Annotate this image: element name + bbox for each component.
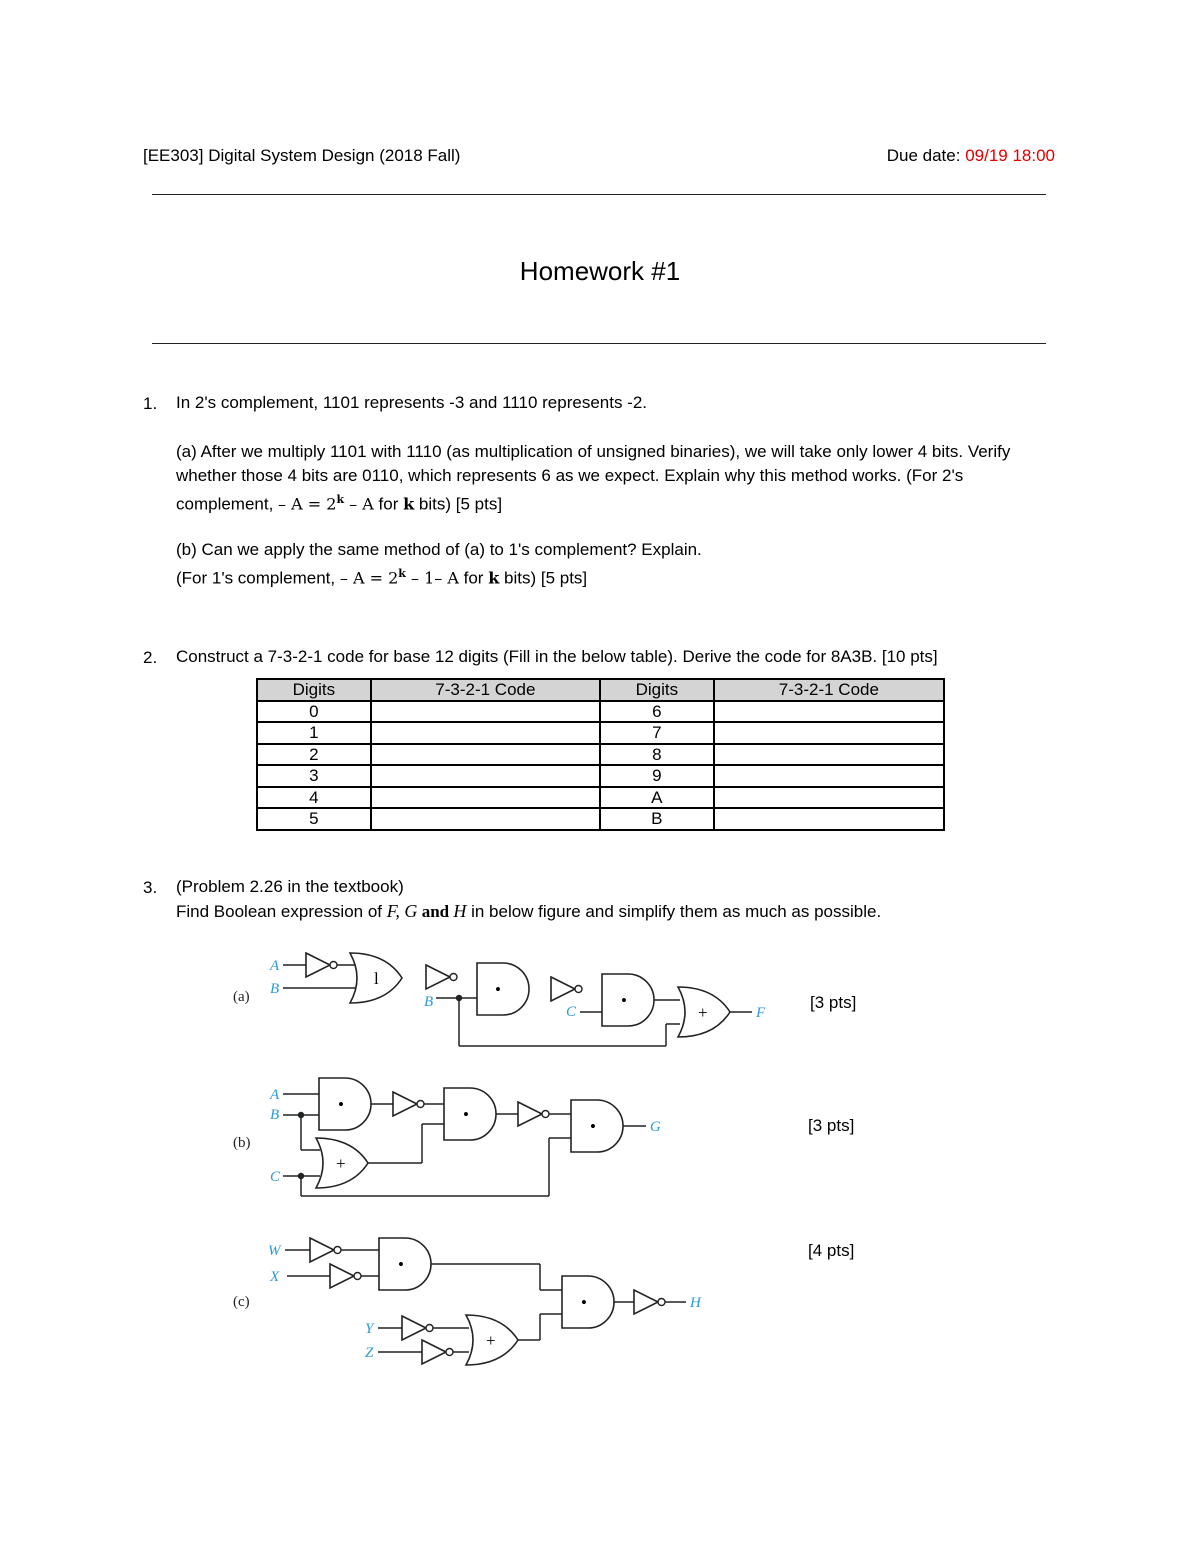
not-gate-a2 xyxy=(426,965,457,989)
q1a-label: (a) xyxy=(176,442,197,461)
q1b-formula2: – 1– A xyxy=(405,568,459,588)
gate-symbol: • xyxy=(463,1105,469,1124)
gate-symbol: • xyxy=(621,991,627,1010)
pts-a: [3 pts] xyxy=(810,993,857,1012)
q1b-for: for xyxy=(458,568,489,588)
circuit-b-label: (b) xyxy=(233,1135,251,1151)
digit-cell: 3 xyxy=(257,765,371,787)
gate-symbol: l xyxy=(374,969,379,988)
q1a-exp: k xyxy=(336,493,345,506)
digit-cell: 8 xyxy=(600,744,714,766)
input-z: Z xyxy=(365,1345,374,1361)
q1a-tail: bits) [5 pts] xyxy=(414,494,503,514)
input-y: Y xyxy=(365,1321,374,1337)
mid-label-c: C xyxy=(566,1004,577,1020)
gate-symbol: • xyxy=(495,980,501,999)
digit-cell: 9 xyxy=(600,765,714,787)
due-label: Due date: xyxy=(886,146,966,165)
not-gate-a3 xyxy=(551,977,582,1001)
gate-symbol: + xyxy=(486,1331,496,1350)
q3-line2-fg: F, G xyxy=(386,901,418,921)
q1a-formula2: – A xyxy=(344,494,374,514)
q1b-k: k xyxy=(488,568,500,588)
not-gate-b1 xyxy=(393,1092,424,1116)
output-g: G xyxy=(650,1119,661,1135)
circuit-c xyxy=(233,1238,702,1365)
not-gate-c5 xyxy=(634,1290,665,1314)
digit-cell: 4 xyxy=(257,787,371,809)
not-gate-a1 xyxy=(306,953,337,977)
digit-cell: A xyxy=(600,787,714,809)
digit-cell: 7 xyxy=(600,722,714,744)
input-c: C xyxy=(270,1169,281,1185)
digit-cell: 6 xyxy=(600,701,714,723)
not-gate-b2 xyxy=(518,1102,549,1126)
gate-symbol: + xyxy=(336,1154,346,1173)
output-h: H xyxy=(690,1295,701,1311)
q3-line2-h: H xyxy=(453,901,467,921)
page-title: Homework #1 xyxy=(519,256,681,286)
q1b-formula: – A = 2 xyxy=(339,568,399,588)
gate-symbol: • xyxy=(581,1293,587,1312)
q1a-for: for xyxy=(373,494,404,514)
q1b-pre: (For 1's complement, xyxy=(176,568,340,588)
q3-line2-post: in below figure and simplify them as much as possible. xyxy=(466,902,882,921)
digit-cell: 2 xyxy=(257,744,371,766)
header-code-right: 7-3-2-1 Code xyxy=(714,679,944,701)
q2-number: 2. xyxy=(143,648,158,667)
input-b: B xyxy=(270,1107,280,1123)
q3-number: 3. xyxy=(143,878,158,897)
and-gate-a1 xyxy=(477,963,529,1015)
due-value: 09/19 18:00 xyxy=(965,146,1055,165)
header-code-left: 7-3-2-1 Code xyxy=(371,679,600,701)
and-gate-b3 xyxy=(571,1100,623,1152)
q1a-k: k xyxy=(403,494,415,514)
digit-cell: B xyxy=(600,808,714,830)
not-gate-c1 xyxy=(310,1238,341,1262)
circuit-b xyxy=(233,1078,661,1196)
header-digits-left: Digits xyxy=(257,679,371,701)
q2-text: Construct a 7-3-2-1 code for base 12 digits (Fill in the below table). Derive the code for 8A3B. [10 pts] xyxy=(176,647,938,666)
pts-b: [3 pts] xyxy=(808,1116,855,1135)
q1-number: 1. xyxy=(143,394,158,413)
mid-label-b: B xyxy=(424,994,434,1010)
q1-part-b-line1: (b) Can we apply the same method of (a) to 1's complement? Explain. xyxy=(176,540,702,559)
and-gate-a2 xyxy=(602,974,654,1026)
not-gate-c4 xyxy=(422,1340,453,1364)
output-f: F xyxy=(756,1005,766,1021)
and-gate-b1 xyxy=(319,1078,371,1130)
not-gate-c2 xyxy=(330,1264,361,1288)
q1a-formula: – A = 2 xyxy=(278,494,337,514)
q1a-text: After we multiply 1101 with 1110 (as multiplication of unsigned binaries), we will take only lower 4 bits. Verify whether those 4 bits are 0110, which represents 6 as we expect. Explain why this method works. (For 2's complement, xyxy=(176,442,1011,514)
course-title: [EE303] Digital System Design (2018 Fall) xyxy=(143,146,461,165)
gate-symbol: • xyxy=(338,1095,344,1114)
and-gate-b2 xyxy=(444,1088,496,1140)
gate-symbol: • xyxy=(590,1117,596,1136)
and-gate-c2 xyxy=(562,1276,614,1328)
input-w: W xyxy=(268,1243,281,1259)
input-a: A xyxy=(270,1087,280,1103)
q3-line2-pre: Find Boolean expression of xyxy=(176,902,387,921)
input-b: B xyxy=(270,981,280,997)
q3-line2-and: and xyxy=(417,902,454,921)
gate-symbol: + xyxy=(698,1003,708,1022)
q1b-tail: bits) [5 pts] xyxy=(499,568,588,588)
circuit-a-label: (a) xyxy=(233,989,250,1005)
not-gate-c3 xyxy=(402,1316,433,1340)
circuit-a xyxy=(233,953,766,1046)
q1b-exp: k xyxy=(398,567,406,580)
input-x: X xyxy=(270,1269,280,1285)
digit-cell: 0 xyxy=(257,701,371,723)
digit-cell: 1 xyxy=(257,722,371,744)
q3-line1: (Problem 2.26 in the textbook) xyxy=(176,877,404,896)
gate-symbol: • xyxy=(398,1255,404,1274)
q1-intro: In 2's complement, 1101 represents -3 and 1110 represents -2. xyxy=(176,393,648,412)
circuit-c-label: (c) xyxy=(233,1294,250,1310)
input-a: A xyxy=(270,958,280,974)
header-digits-right: Digits xyxy=(600,679,714,701)
and-gate-c1 xyxy=(379,1238,431,1290)
pts-c: [4 pts] xyxy=(808,1241,855,1260)
digit-cell: 5 xyxy=(257,808,371,830)
